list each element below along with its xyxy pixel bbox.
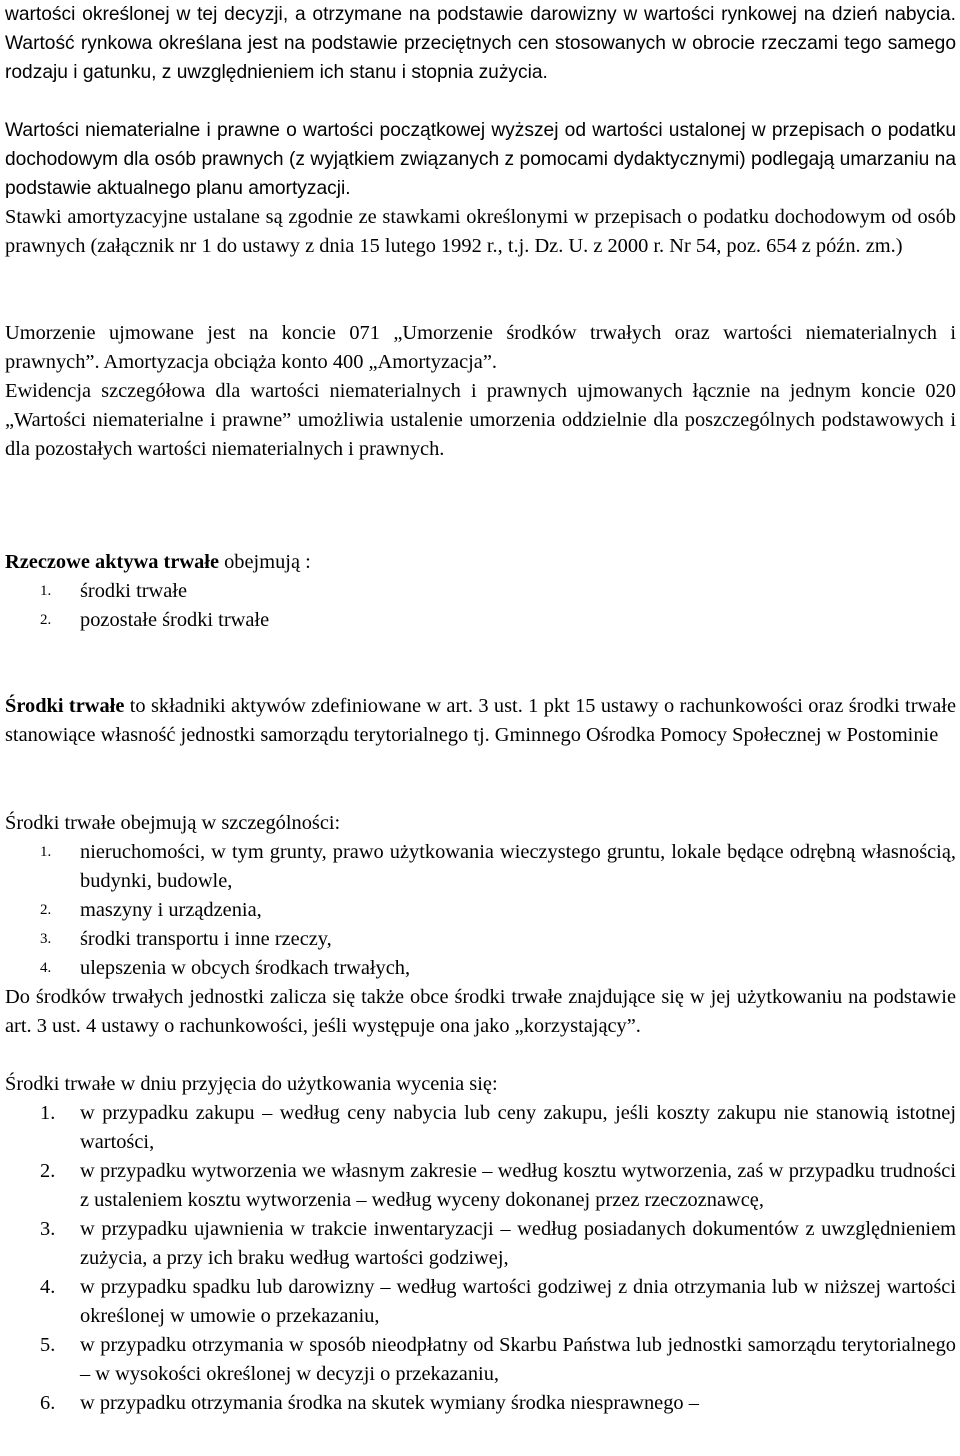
list-item-text: w przypadku wytworzenia we własnym zakresie – według kosztu wytworzenia, zaś w przypadku trudności z ustaleniem kosztu wytworzenia – według wyceny dokonanej przez rzeczoznawcę,	[80, 1160, 956, 1211]
list-item-text: środki trwałe	[80, 580, 188, 602]
paragraph-valuation-intro: Środki trwałe w dniu przyjęcia do użytkowania wycenia się:	[5, 1073, 498, 1095]
paragraph-foreign-fixed-assets: Do środków trwałych jednostki zalicza się także obce środki trwałe znajdujące się w jej użytkowaniu na podstawie art. 3 ust. 4 ustawy o rachunkowości, jeśli występuje ona jako „korzystający”.	[5, 986, 956, 1037]
valuation-list	[5, 1099, 956, 1418]
list-item-text: w przypadku otrzymania w sposób nieodpłatny od Skarbu Państwa lub jednostki samorządu terytorialnego – w wysokości określonej w decyzji o przekazaniu,	[80, 1334, 956, 1385]
list-item-number: 6.	[40, 1392, 56, 1414]
list-item-text: w przypadku otrzymania środka na skutek wymiany środka niesprawnego –	[80, 1392, 699, 1414]
heading-tangible-assets	[5, 548, 956, 577]
list-item-number: 4.	[40, 1276, 56, 1298]
fixed-assets-definition-bold: Środki trwałe	[5, 695, 125, 717]
list-item	[5, 925, 956, 954]
list-item	[5, 1273, 956, 1331]
list-item-text: pozostałe środki trwałe	[80, 609, 270, 631]
paragraph-intangible-assets: Wartości niematerialne i prawne o wartości początkowej wyższej od wartości ustalonej w przepisach o podatku dochodowym dla osób prawnych (z wyjątkiem związanych z pomocami dydaktycznymi) podlegają umarzaniu na podstawie aktualnego planu amortyzacji.	[5, 120, 956, 199]
list-item-number: 5.	[40, 1334, 56, 1356]
list-item	[5, 1215, 956, 1273]
list-item-text: maszyny i urządzenia,	[80, 899, 262, 921]
paragraph-account-071: Umorzenie ujmowane jest na koncie 071 „Umorzenie środków trwałych oraz wartości niematerialnych i prawnych”. Amortyzacja obciąża konto 400 „Amortyzacja”.	[5, 322, 956, 373]
heading-tangible-assets-bold: Rzeczowe aktywa trwałe	[5, 551, 220, 573]
list-item	[5, 1331, 956, 1389]
paragraph-depreciation-rates: Stawki amortyzacyjne ustalane są zgodnie ze stawkami określonymi w przepisach o podatku dochodowym od osób prawnych (załącznik nr 1 do ustawy z dnia 15 lutego 1992 r., t.j. Dz. U. z 2000 r. Nr 54, poz. 654 z późn. zm.)	[5, 206, 956, 257]
list-item	[5, 954, 956, 983]
list-item	[5, 1157, 956, 1215]
list-item-number: 2.	[40, 1160, 56, 1182]
list-item-text: w przypadku zakupu – według ceny nabycia lub ceny zakupu, jeśli koszty zakupu nie stanowią istotnej wartości,	[80, 1102, 956, 1153]
list-item	[5, 577, 956, 606]
fixed-assets-definition-rest: to składniki aktywów zdefiniowane w art. 3 ust. 1 pkt 15 ustawy o rachunkowości oraz środki trwałe stanowiące własność jednostki samorządu terytorialnego tj. Gminnego Ośrodka Pomocy Społecznej w Postominie	[5, 695, 956, 746]
list-item-number: 4.	[40, 960, 52, 976]
list-item-number: 1.	[40, 844, 52, 860]
list-item-number: 1.	[40, 583, 52, 599]
list-item-text: ulepszenia w obcych środkach trwałych,	[80, 957, 411, 979]
fixed-assets-list	[5, 838, 956, 983]
paragraph-fixed-assets-definition	[5, 692, 956, 750]
list-item-text: nieruchomości, w tym grunty, prawo użytkowania wieczystego gruntu, lokale będące odrębną własnością, budynki, budowle,	[80, 841, 956, 892]
list-item-number: 3.	[40, 931, 52, 947]
list-item	[5, 606, 956, 635]
list-item-number: 3.	[40, 1218, 56, 1240]
list-item-text: w przypadku ujawnienia w trakcie inwentaryzacji – według posiadanych dokumentów z uwzględnieniem zużycia, a przy ich braku według wartości godziwej,	[80, 1218, 956, 1269]
list-item-number: 2.	[40, 612, 52, 628]
list-item	[5, 1099, 956, 1157]
list-item	[5, 838, 956, 896]
list-item	[5, 1389, 956, 1418]
list-item-text: środki transportu i inne rzeczy,	[80, 928, 332, 950]
tangible-assets-list	[5, 577, 956, 635]
list-item-number: 1.	[40, 1102, 56, 1124]
list-item-text: w przypadku spadku lub darowizny – według wartości godziwej z dnia otrzymania lub w niższej wartości określonej w umowie o przekazaniu,	[80, 1276, 956, 1327]
heading-tangible-assets-rest: obejmują :	[219, 551, 311, 573]
paragraph-account-020: Ewidencja szczegółowa dla wartości niematerialnych i prawnych ujmowanych łącznie na jednym koncie 020 „Wartości niematerialne i prawne” umożliwia ustalenie umorzenia oddzielnie dla poszczególnych podstawowych i dla pozostałych wartości niematerialnych i prawnych.	[5, 380, 956, 460]
paragraph-market-value: wartości określonej w tej decyzji, a otrzymane na podstawie darowizny w wartości rynkowej na dzień nabycia. Wartość rynkowa określana jest na podstawie przeciętnych cen stosowanych w obrocie rzeczami tego samego rodzaju i gatunku, z uwzględnieniem ich stanu i stopnia zużycia.	[5, 4, 956, 83]
paragraph-fixed-assets-include: Środki trwałe obejmują w szczególności:	[5, 812, 341, 834]
list-item-number: 2.	[40, 902, 52, 918]
list-item	[5, 896, 956, 925]
